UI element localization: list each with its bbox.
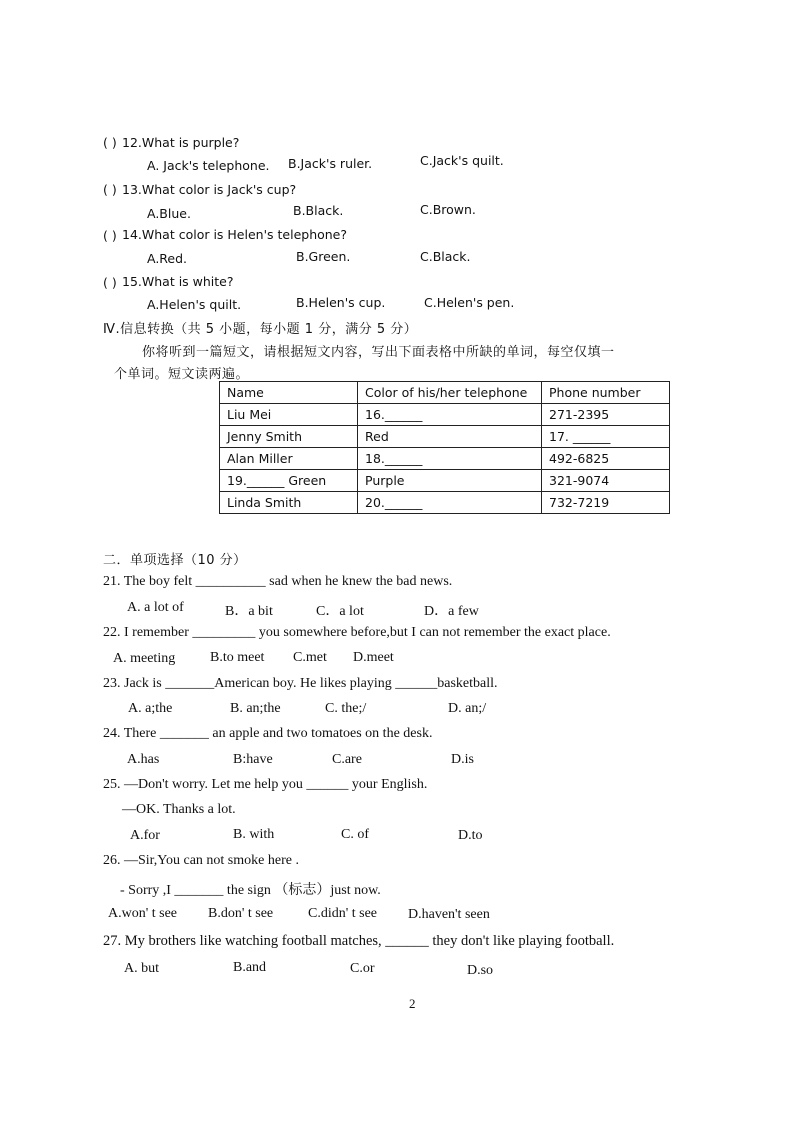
- header-name: Name: [220, 382, 358, 404]
- section-4-instruction-line-1: 你将听到一篇短文，请根据短文内容，写出下面表格中所缺的单词，每空仅填一: [142, 345, 615, 360]
- option-d: D．a few: [424, 604, 479, 619]
- option-b: B:have: [233, 752, 273, 767]
- option-a: A.for: [130, 828, 160, 843]
- table-cell: Linda Smith: [220, 492, 358, 514]
- table-cell: 18.______: [358, 448, 542, 470]
- table-cell: Jenny Smith: [220, 426, 358, 448]
- table-row: [220, 470, 670, 492]
- option-a: A.won' t see: [108, 906, 178, 921]
- info-table: [219, 381, 670, 514]
- table-cell: 492-6825: [542, 448, 670, 470]
- option-c: C. the;/: [325, 701, 367, 716]
- option-c: C.Black.: [420, 249, 471, 264]
- option-a: A. but: [124, 961, 159, 976]
- option-c: C.didn' t see: [308, 906, 378, 921]
- option-b: B. with: [233, 827, 275, 842]
- page-number: 2: [409, 996, 416, 1011]
- question-stem: 27. My brothers like watching football matches, ______ they don't like playing football.: [103, 933, 615, 949]
- question-stem: 15.What is white?: [122, 274, 234, 289]
- option-d: D.is: [451, 752, 474, 767]
- option-a: A. a;the: [128, 701, 173, 716]
- option-b: B.and: [233, 960, 267, 975]
- table-cell: 19.______ Green: [220, 470, 358, 492]
- option-b: B.Green.: [296, 249, 351, 264]
- section-2-heading: 二．单项选择（10 分）: [103, 553, 247, 568]
- question-stem: 14.What color is Helen's telephone?: [122, 227, 348, 242]
- answer-bracket: ( ): [103, 182, 117, 197]
- question-stem: 12.What is purple?: [122, 135, 240, 150]
- option-a: A.Helen's quilt.: [147, 297, 242, 312]
- option-c: C．a lot: [316, 604, 364, 619]
- question-stem: 25. —Don't worry. Let me help you ______ your English.: [103, 777, 428, 792]
- table-row: [220, 448, 670, 470]
- table-header-row: [220, 382, 670, 404]
- option-a: A.Blue.: [147, 206, 191, 221]
- answer-bracket: ( ): [103, 228, 117, 243]
- table-row: [220, 404, 670, 426]
- question-stem-reply: - Sorry ,I _______ the sign （标志）just now.: [120, 883, 381, 898]
- option-b: B.Jack's ruler.: [288, 156, 373, 171]
- question-stem-reply: —OK. Thanks a lot.: [122, 802, 236, 817]
- option-c: C. of: [341, 827, 369, 842]
- option-d: D.to: [458, 828, 483, 843]
- section-4-instruction-line-2: 个单词。短文读两遍。: [114, 367, 250, 382]
- table-cell: Purple: [358, 470, 542, 492]
- question-stem: 13.What color is Jack's cup?: [122, 182, 297, 197]
- option-a: A.Red.: [147, 251, 188, 266]
- table-cell: 20.______: [358, 492, 542, 514]
- header-phone: Phone number: [542, 382, 670, 404]
- option-c: C.Brown.: [420, 202, 476, 217]
- option-d: D.meet: [353, 650, 394, 665]
- section-4-heading: Ⅳ.信息转换（共 5 小题，每小题 1 分，满分 5 分）: [103, 322, 418, 337]
- option-d: D. an;/: [448, 701, 487, 716]
- table-row: [220, 426, 670, 448]
- table-cell: 16.______: [358, 404, 542, 426]
- table-cell: 321-9074: [542, 470, 670, 492]
- table-cell: Red: [358, 426, 542, 448]
- question-stem: 22. I remember _________ you somewhere before,but I can not remember the exact place.: [103, 625, 611, 640]
- option-c: C.are: [332, 752, 362, 767]
- option-c: C.or: [350, 961, 375, 976]
- option-a: A.has: [127, 752, 160, 767]
- option-a: A. meeting: [113, 651, 176, 666]
- option-c: C.met: [293, 650, 327, 665]
- table-cell: Liu Mei: [220, 404, 358, 426]
- question-stem: 21. The boy felt __________ sad when he knew the bad news.: [103, 574, 453, 589]
- option-d: D.so: [467, 963, 494, 978]
- header-color: Color of his/her telephone: [358, 382, 542, 404]
- question-stem: 26. —Sir,You can not smoke here .: [103, 853, 299, 868]
- option-b: B. an;the: [230, 701, 281, 716]
- answer-bracket: ( ): [103, 135, 117, 150]
- table-cell: Alan Miller: [220, 448, 358, 470]
- question-stem: 23. Jack is _______American boy. He likes playing ______basketball.: [103, 676, 498, 691]
- option-a: A. Jack's telephone.: [147, 158, 270, 173]
- option-b: B.Black.: [293, 203, 344, 218]
- option-a: A. a lot of: [127, 600, 184, 615]
- option-b: B.Helen's cup.: [296, 295, 386, 310]
- option-c: C.Helen's pen.: [424, 295, 515, 310]
- option-b: B.to meet: [210, 650, 265, 665]
- option-c: C.Jack's quilt.: [420, 153, 504, 168]
- answer-bracket: ( ): [103, 275, 117, 290]
- table-cell: 732-7219: [542, 492, 670, 514]
- option-d: D.haven't seen: [408, 907, 490, 922]
- table-row: [220, 492, 670, 514]
- option-b: B．a bit: [225, 604, 273, 619]
- option-b: B.don' t see: [208, 906, 274, 921]
- table-cell: 17. ______: [542, 426, 670, 448]
- question-stem: 24. There _______ an apple and two tomatoes on the desk.: [103, 726, 433, 741]
- table-cell: 271-2395: [542, 404, 670, 426]
